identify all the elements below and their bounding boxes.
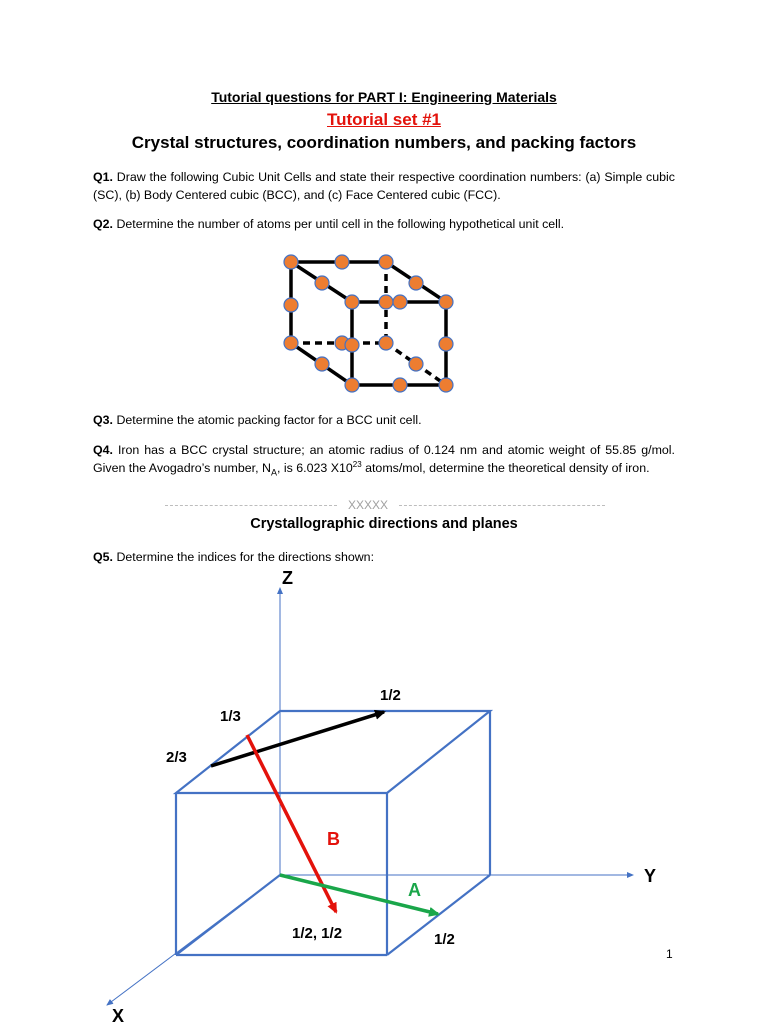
exponent: 23 xyxy=(352,459,362,469)
label-b: B xyxy=(327,829,340,849)
axis-z-label: Z xyxy=(282,568,293,588)
tutorial-set-title: Tutorial set #1 xyxy=(327,110,441,129)
question-label: Q3. xyxy=(93,413,113,427)
axes xyxy=(107,588,633,1005)
axis-y-label: Y xyxy=(644,866,657,886)
label-one-third: 1/3 xyxy=(220,708,241,725)
axis-x-label: X xyxy=(112,1006,125,1024)
question-text: Determine the number of atoms per until cell in the following hypothetical unit cell. xyxy=(116,217,565,231)
page-number: 1 xyxy=(666,947,673,961)
question-label: Q5. xyxy=(93,550,113,564)
question-text: Iron has a BCC crystal structure; an atomic radius of 0.124 nm and atomic weight of 55.85 g/mol. Given the Avogadro’s number, N xyxy=(93,443,675,475)
section-heading: Crystallographic directions and planes xyxy=(250,516,518,532)
question-text: Draw the following Cubic Unit Cells and state their respective coordination numbers: (a) Simple cubic (SC), (b) Body Centered cubic (BCC), and (c) Face Centered cubic (FCC). xyxy=(93,170,675,202)
question-text: Determine the indices for the directions shown: xyxy=(116,550,375,564)
question-label: Q2. xyxy=(93,217,113,231)
label-bottom-half: 1/2 xyxy=(434,931,455,948)
avogadro-subscript: A xyxy=(270,467,277,478)
document-title: Tutorial questions for PART I: Engineering Materials xyxy=(211,89,557,105)
question-text: Determine the atomic packing factor for a BCC unit cell. xyxy=(116,413,422,427)
label-a: A xyxy=(408,880,421,900)
question-label: Q4. xyxy=(93,443,113,457)
label-two-thirds: 2/3 xyxy=(166,749,187,766)
question-text: , is 6.023 X10 xyxy=(276,461,353,475)
topic-heading: Crystal structures, coordination numbers, and packing factors xyxy=(131,133,637,152)
question-label: Q1. xyxy=(93,170,113,184)
separator-text: XXXXX xyxy=(347,498,389,512)
label-top-half: 1/2 xyxy=(380,687,401,704)
question-text: atoms/mol, determine the theoretical density of iron. xyxy=(361,461,650,475)
label-half-half: 1/2, 1/2 xyxy=(292,925,343,942)
